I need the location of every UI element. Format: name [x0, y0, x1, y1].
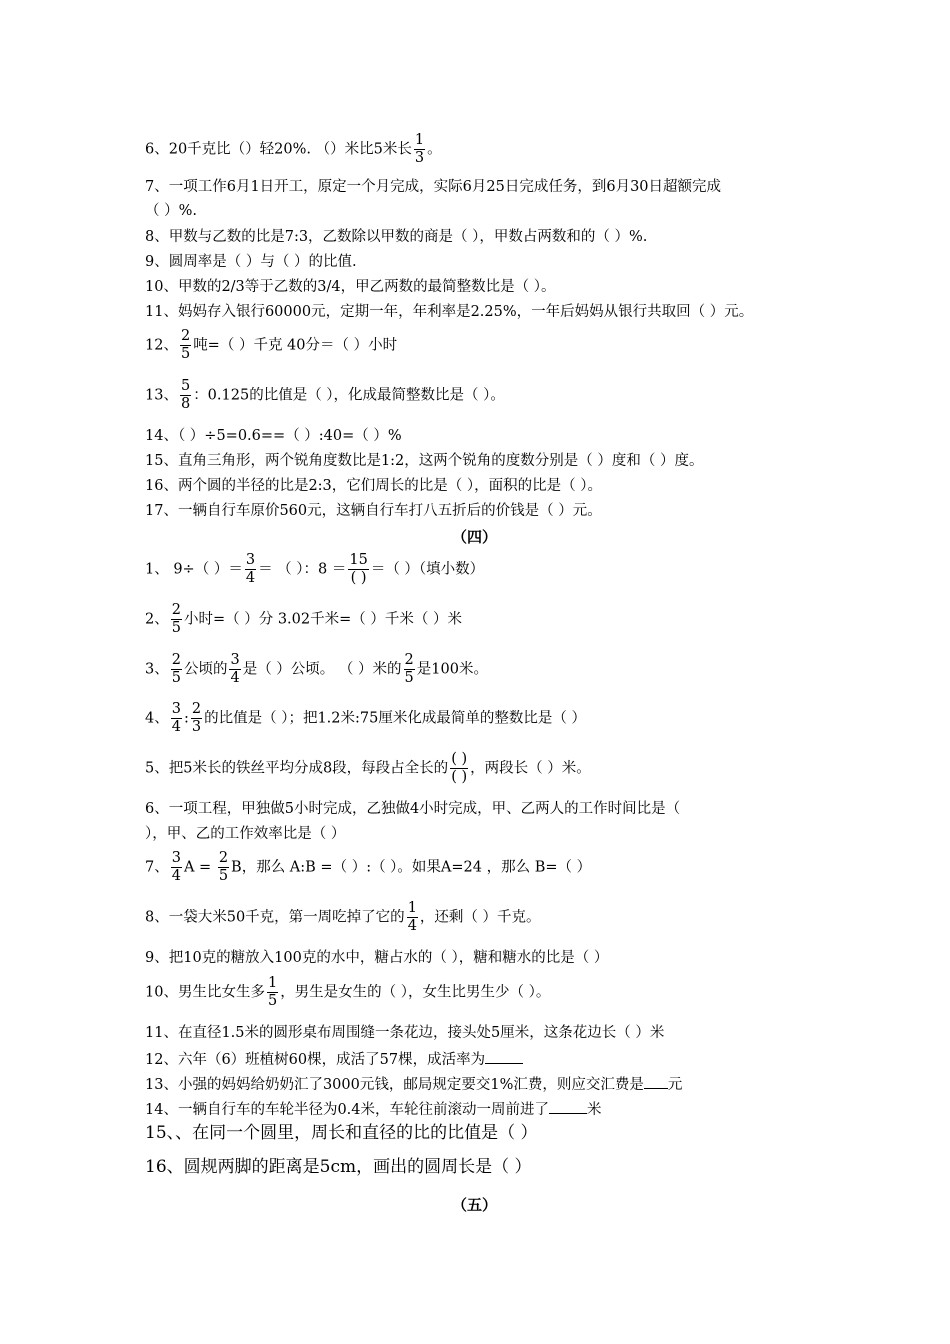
fraction: $\frac{3}{4}$ — [171, 701, 181, 735]
fraction: $\frac{2}{5}$ — [171, 652, 181, 686]
s4-question-3: 3、 $\frac{2}{5}$ 公顷的 $\frac{3}{4}$ 是（ ）公顷。 （ ）米的 $\frac{2}{5}$ 是100米。 — [145, 652, 488, 686]
fraction: $\frac{2}{5}$ — [404, 652, 414, 686]
fraction: $\frac{2}{5}$ — [218, 850, 229, 884]
question-17: 17、一辆自行车原价560元，这辆自行车打八五折后的价钱是（ ）元。 — [145, 503, 602, 519]
s4-question-5: 5、把5米长的铁丝平均分成8段，每段占全长的 ( ) ( ) ，两段长（ ）米。 — [145, 751, 591, 785]
s4-question-16: 16、圆规两脚的距离是5cm，画出的圆周长是（ ） — [145, 1157, 532, 1177]
s4-question-6-line2: ），甲、乙的工作效率比是（ ） — [145, 826, 346, 842]
s4-question-11: 11、在直径1.5米的圆形桌布周围缝一条花边，接头处5厘米，这条花边长（ ）米 — [145, 1025, 665, 1041]
s4-question-4: 4、 $\frac{3}{4}$ : $\frac{2}{3}$ 的比值是（ ）；把1.2米:75厘米化成最简单的整数比是（ ） — [145, 701, 586, 735]
fraction: $\frac{3}{4}$ — [245, 552, 256, 586]
s4-question-14: 14、一辆自行车的车轮半径为0.4米，车轮往前滚动一周前进了 米 — [145, 1099, 602, 1119]
fraction: $\frac{2}{5}$ — [171, 602, 181, 636]
fraction: $\frac{2}{3}$ — [191, 701, 202, 735]
question-11: 11、妈妈存入银行60000元，定期一年，年利率是2.25%，一年后妈妈从银行共取回（ ）元。 — [145, 304, 754, 320]
question-7-line2: （ ）%. — [145, 203, 197, 219]
question-8: 8、甲数与乙数的比是7:3，乙数除以甲数的商是（ ），甲数占两数和的（ ）%. — [145, 229, 648, 245]
section-5-title: （五） — [452, 1196, 498, 1214]
question-6: 6、20千克比（）轻20%. （）米比5米长 $\frac{1}{3}$ 。 — [145, 132, 442, 166]
fraction: $\frac{3}{4}$ — [230, 652, 240, 686]
s4-question-2: 2、 $\frac{2}{5}$ 小时=（ ）分 3.02千米=（ ）千米（ ）米 — [145, 602, 462, 636]
question-9: 9、圆周率是（ ）与（ ）的比值. — [145, 254, 357, 270]
s4-question-9: 9、把10克的糖放入100克的水中，糖占水的（ ），糖和糖水的比是（ ） — [145, 950, 609, 966]
question-14: 14、（ ）÷5=0.6==（ ）:40=（ ）% — [145, 428, 402, 444]
question-13: 13、 $\frac{5}{8}$ ：0.125的比值是（ ），化成最简整数比是（ ）。 — [145, 378, 505, 412]
question-10: 10、甲数的2/3等于乙数的3/4，甲乙两数的最简整数比是（ ）。 — [145, 279, 556, 295]
fraction: $\frac{2}{5}$ — [180, 328, 191, 362]
question-7-line1: 7、一项工作6月1日开工，原定一个月完成，实际6月25日完成任务，到6月30日超额完成 — [145, 179, 722, 195]
fraction: $\frac{1}{5}$ — [267, 975, 278, 1009]
s4-question-7: 7、 $\frac{3}{4}$ A = $\frac{2}{5}$ B，那么 A:B =（ ）:（ ）。如果A=24 ，那么 B=（ ） — [145, 850, 592, 884]
fraction: $\frac{1}{4}$ — [407, 900, 417, 934]
s4-question-6-line1: 6、一项工程，甲独做5小时完成，乙独做4小时完成，甲、乙两人的工作时间比是（ — [145, 801, 681, 817]
s4-question-15: 15、、在同一个圆里，周长和直径的比的比值是（ ） — [145, 1123, 538, 1143]
fraction: ( ) ( ) — [451, 751, 468, 785]
s4-question-12: 12、六年（6）班植树60棵，成活了57棵，成活率为 — [145, 1049, 523, 1069]
question-15: 15、直角三角形，两个锐角度数比是1:2，这两个锐角的度数分别是（ ）度和（ ）度。 — [145, 453, 704, 469]
fraction: $\frac{5}{8}$ — [180, 378, 191, 412]
question-16: 16、两个圆的半径的比是2:3，它们周长的比是（ ），面积的比是（ ）。 — [145, 478, 603, 494]
s4-question-1: 1、 9÷（ ）＝ $\frac{3}{4}$ ＝ （ ）：8 ＝ 15 ( ) ＝（ ）（填小数） — [145, 552, 485, 586]
s4-question-13: 13、小强的妈妈给奶奶汇了3000元钱，邮局规定要交1%汇费，则应交汇费是 元 — [145, 1074, 682, 1094]
question-12: 12、 $\frac{2}{5}$ 吨=（ ）千克 40分＝（ ）小时 — [145, 328, 398, 362]
section-4-title: （四） — [452, 528, 498, 546]
fraction: $\frac{3}{4}$ — [171, 850, 181, 884]
fraction: $\frac{1}{3}$ — [414, 132, 425, 166]
answer-blank[interactable] — [549, 1099, 587, 1114]
fraction: 15 ( ) — [349, 552, 368, 586]
s4-question-8: 8、一袋大米50千克，第一周吃掉了它的 $\frac{1}{4}$ ，还剩（ ）千克。 — [145, 900, 541, 934]
answer-blank[interactable] — [485, 1049, 523, 1064]
s4-question-10: 10、男生比女生多 $\frac{1}{5}$ ，男生是女生的（ ），女生比男生少（ ）。 — [145, 975, 551, 1009]
answer-blank[interactable] — [644, 1074, 668, 1089]
